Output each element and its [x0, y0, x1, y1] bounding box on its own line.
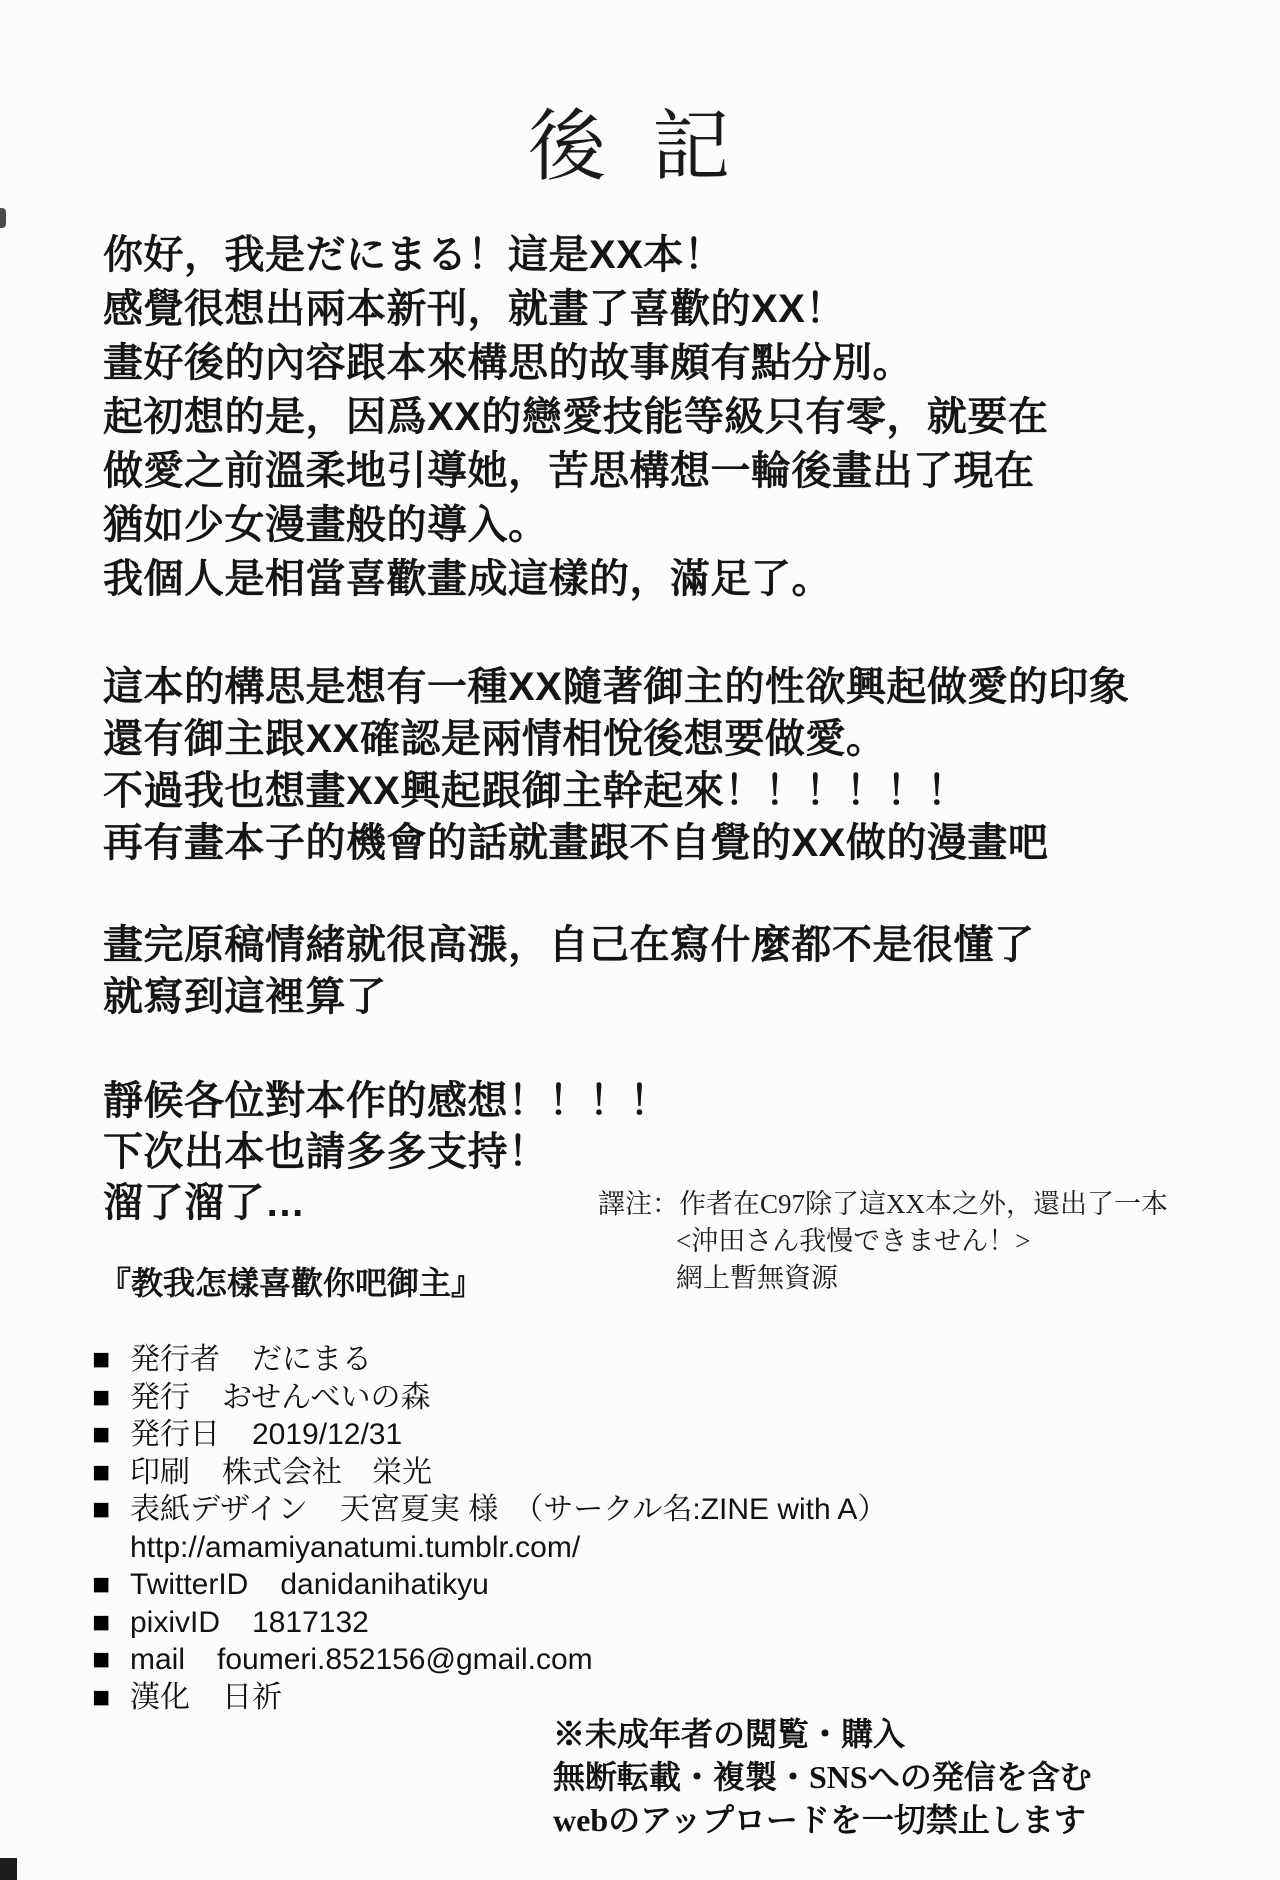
translator-note-line: 網上暫無資源: [676, 1263, 838, 1293]
colophon-label: 発行: [130, 1380, 190, 1414]
square-bullet-icon: ■: [92, 1568, 111, 1601]
afterword-line: 做愛之前溫柔地引導她，苦思構想一輪後畫出了現在: [103, 449, 1035, 493]
afterword-line: 猶如少女漫畫般的導入。: [103, 503, 549, 547]
colophon-value: 天宮夏実 様 （サークル名:ZINE with A）: [339, 1493, 888, 1526]
colophon-row-pixiv: [92, 1604, 887, 1642]
afterword-line: 就寫到這裡算了: [103, 975, 387, 1019]
colophon-label: 発行者: [130, 1343, 220, 1376]
afterword-line: 畫完原稿情緒就很高漲，自己在寫什麼都不是很懂了: [103, 923, 1035, 967]
afterword-line: 你好，我是だにまる！這是XX本！: [103, 233, 725, 277]
colophon-value: 株式会社 栄光: [222, 1455, 432, 1489]
colophon-value: foumeri.852156@gmail.com: [217, 1643, 593, 1676]
afterword-line: 再有畫本子的機會的話就畫跟不自覺的XX做的漫畫吧: [103, 821, 1049, 865]
colophon-row-printer: [92, 1454, 887, 1492]
afterword-paragraph-3: [103, 919, 1035, 1023]
colophon-value: 日祈: [222, 1680, 282, 1714]
colophon-row-cover-design: [92, 1491, 887, 1529]
scan-artifact: [0, 208, 6, 228]
afterword-line: 不過我也想畫XX興起跟御主幹起來！！！！！！: [103, 769, 968, 813]
translator-note: [598, 1186, 1168, 1297]
afterword-line: 起初想的是，因爲XX的戀愛技能等級只有零，就要在: [103, 395, 1049, 439]
colophon-label: TwitterID: [130, 1568, 249, 1601]
afterword-line: 這本的構思是想有一種XX隨著御主的性欲興起做愛的印象: [103, 665, 1130, 709]
colophon-label: 漢化: [130, 1680, 190, 1714]
afterword-paragraph-1: [103, 228, 1048, 606]
colophon-label: mail: [130, 1643, 186, 1676]
square-bullet-icon: ■: [92, 1605, 111, 1639]
colophon-row-translation: [92, 1679, 887, 1717]
translator-note-line: <沖田さん我慢できません！>: [676, 1226, 1031, 1256]
warning-line: ※未成年者の閲覧・購入: [553, 1716, 906, 1752]
page-title: 後記: [528, 102, 777, 190]
colophon-row-circle: [92, 1379, 887, 1417]
colophon: [92, 1341, 887, 1716]
colophon-value: だにまる: [252, 1343, 372, 1376]
afterword-paragraph-2: [103, 661, 1129, 869]
square-bullet-icon: ■: [92, 1343, 111, 1376]
colophon-label: 印刷: [130, 1455, 190, 1489]
afterword-line: 還有御主跟XX確認是兩情相悅後想要做愛。: [103, 717, 887, 761]
afterword-line: 我個人是相當喜歡畫成這樣的，滿足了。: [103, 557, 832, 601]
colophon-label: 発行日: [130, 1418, 220, 1451]
colophon-value: 2019/12/31: [252, 1418, 403, 1451]
square-bullet-icon: ■: [92, 1643, 111, 1676]
afterword-line: 下次出本也請多多支持！: [103, 1130, 549, 1174]
colophon-row-twitter: [92, 1566, 887, 1604]
colophon-value: 1817132: [252, 1605, 369, 1639]
square-bullet-icon: ■: [92, 1680, 111, 1714]
colophon-value: danidanihatikyu: [280, 1568, 489, 1601]
book-title: 『教我怎樣喜歡你吧御主』: [99, 1265, 484, 1301]
square-bullet-icon: ■: [92, 1455, 111, 1489]
colophon-label: 表紙デザイン: [130, 1493, 308, 1526]
afterword-line: 溜了溜了…: [103, 1181, 306, 1225]
colophon-row-date: [92, 1416, 887, 1454]
square-bullet-icon: ■: [92, 1493, 111, 1526]
warning-line: webのアップロードを一切禁止します: [553, 1802, 1086, 1838]
afterword-line: 靜候各位對本作的感想！！！！: [103, 1079, 670, 1123]
colophon-value: おせんべいの森: [222, 1380, 431, 1414]
scan-artifact: [0, 1858, 17, 1880]
afterword-line: 畫好後的內容跟本來構思的故事頗有點分別。: [103, 341, 913, 385]
colophon-row-publisher: [92, 1341, 887, 1379]
square-bullet-icon: ■: [92, 1380, 111, 1414]
translator-note-line: 譯注：作者在C97除了這XX本之外，還出了一本: [598, 1189, 1169, 1219]
afterword-line: 感覺很想出兩本新刊，就畫了喜歡的XX！: [103, 287, 846, 331]
colophon-label: pixivID: [130, 1605, 221, 1639]
colophon-row-designer-url: [92, 1529, 887, 1567]
warning-line: 無断転載・複製・SNSへの発信を含む: [553, 1759, 1092, 1795]
colophon-url: http://amamiyanatumi.tumblr.com/: [130, 1530, 581, 1564]
afterword-paragraph-4: [103, 1076, 670, 1229]
copyright-warning: [553, 1713, 1092, 1842]
colophon-row-mail: [92, 1641, 887, 1679]
square-bullet-icon: ■: [92, 1418, 111, 1451]
